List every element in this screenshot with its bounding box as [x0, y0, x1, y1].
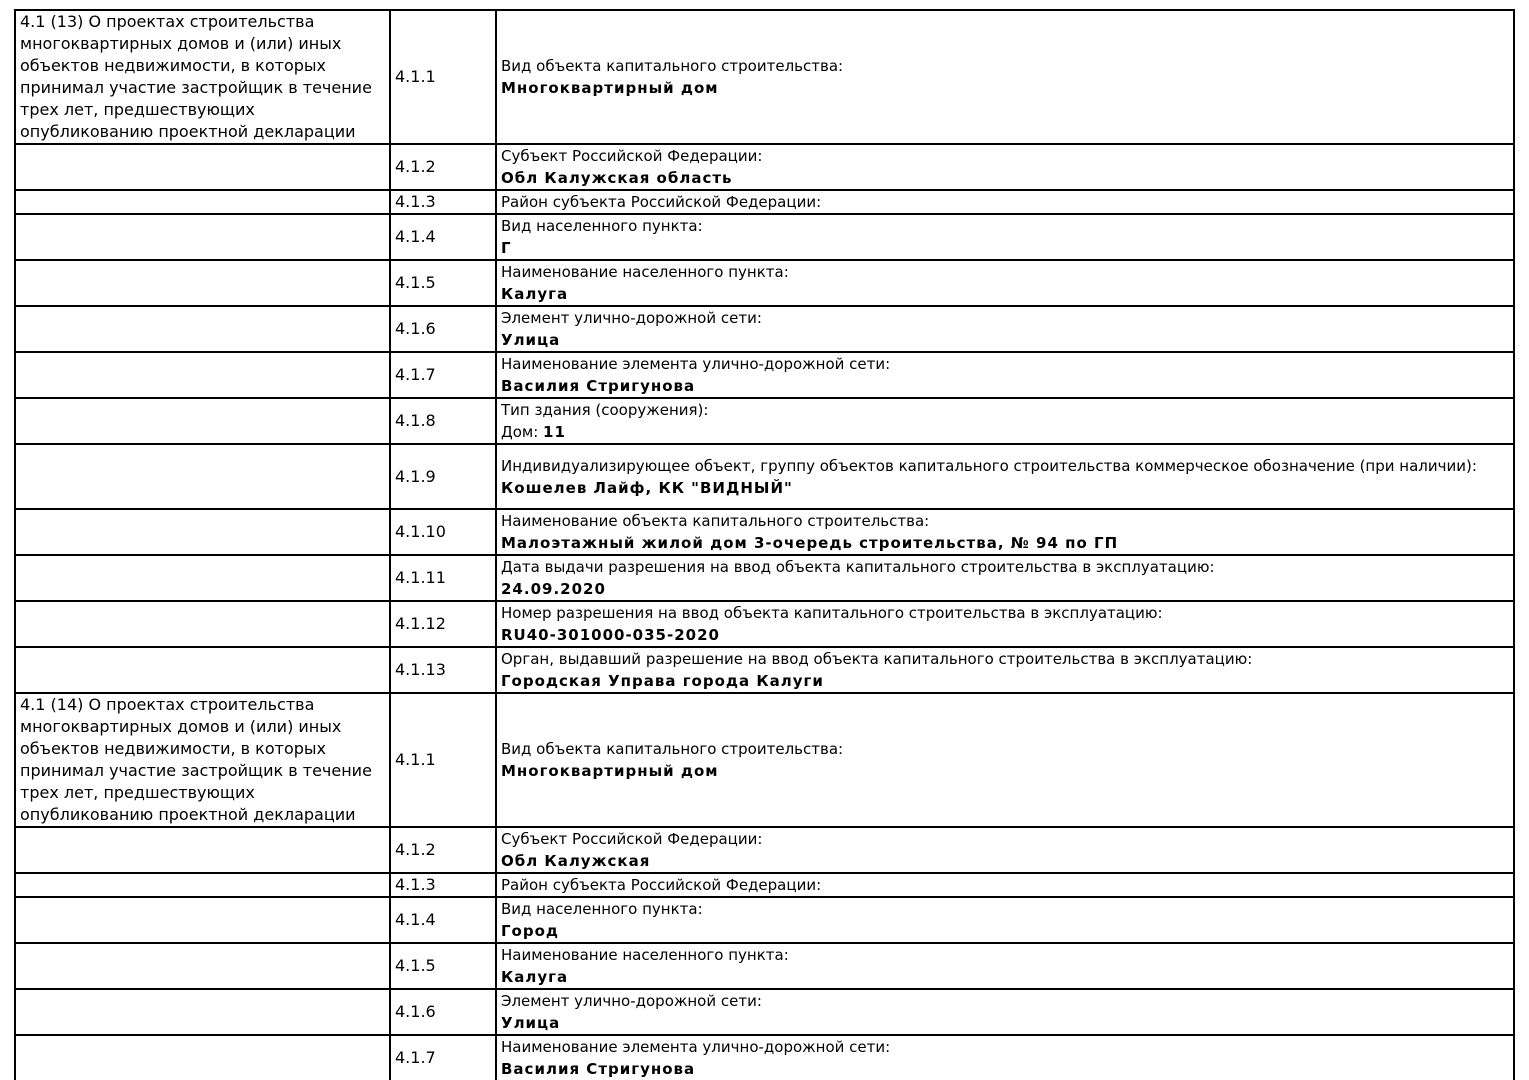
field-cell: [496, 943, 1514, 989]
field-label: Наименование элемента улично-дорожной сети:: [501, 355, 891, 373]
row-number: 4.1.11: [395, 568, 446, 587]
field-cell: [496, 601, 1514, 647]
section-desc-cell: [15, 555, 390, 601]
field-cell: [496, 444, 1514, 509]
field-value: Город: [501, 922, 560, 940]
table-row: [15, 214, 1514, 260]
field-cell: [496, 989, 1514, 1035]
row-number: 4.1.7: [395, 1048, 436, 1067]
row-number-cell: [390, 509, 496, 555]
field-cell: [496, 190, 1514, 214]
table-row: [15, 873, 1514, 897]
table-row: [15, 398, 1514, 444]
row-number: 4.1.4: [395, 910, 436, 929]
row-number-cell: [390, 873, 496, 897]
row-number: 4.1.3: [395, 875, 436, 894]
section-title: 4.1 (13) О проектах строительства многоквартирных домов и (или) иных объектов недвижимости, в которых принимал участие застройщик в течение трех лет, предшествующих опубликованию проектной декларации: [20, 12, 372, 141]
field-label: Наименование населенного пункта:: [501, 946, 789, 964]
field-cell: [496, 352, 1514, 398]
row-number-cell: [390, 398, 496, 444]
row-number-cell: [390, 827, 496, 873]
row-number-cell: [390, 943, 496, 989]
row-number-cell: [390, 555, 496, 601]
table-row: [15, 943, 1514, 989]
row-number: 4.1.2: [395, 157, 436, 176]
field-value: Калуга: [501, 285, 569, 303]
field-value: Василия Стригунова: [501, 377, 696, 395]
section-desc-cell: [15, 306, 390, 352]
field-label: Субъект Российской Федерации:: [501, 830, 763, 848]
section-desc-cell: [15, 190, 390, 214]
row-number: 4.1.6: [395, 319, 436, 338]
field-value: 24.09.2020: [501, 580, 606, 598]
table-row: [15, 897, 1514, 943]
row-number-cell: [390, 190, 496, 214]
row-number-cell: [390, 1035, 496, 1080]
row-number: 4.1.6: [395, 1002, 436, 1021]
field-label: Элемент улично-дорожной сети:: [501, 309, 762, 327]
field-cell: [496, 1035, 1514, 1080]
field-label: Вид населенного пункта:: [501, 217, 703, 235]
row-number-cell: [390, 306, 496, 352]
field-label: Дата выдачи разрешения на ввод объекта капитального строительства в эксплуатацию:: [501, 558, 1215, 576]
section-desc-cell: [15, 260, 390, 306]
section-desc-cell: [15, 509, 390, 555]
section-desc-cell: [15, 352, 390, 398]
row-number-cell: [390, 144, 496, 190]
section-desc-cell: [15, 444, 390, 509]
field-cell: [496, 144, 1514, 190]
field-cell: [496, 306, 1514, 352]
field-value: Малоэтажный жилой дом 3-очередь строительства, № 94 по ГП: [501, 534, 1119, 552]
table-row: [15, 601, 1514, 647]
section-desc-cell: [15, 827, 390, 873]
table-row: [15, 827, 1514, 873]
section-desc-cell: [15, 873, 390, 897]
row-number: 4.1.9: [395, 466, 436, 486]
field-value: Многоквартирный дом: [501, 79, 719, 97]
table-row: [15, 509, 1514, 555]
table-row: [15, 352, 1514, 398]
table-row: [15, 144, 1514, 190]
table-row: [15, 444, 1514, 509]
section-desc-cell: [15, 144, 390, 190]
table-row: [15, 260, 1514, 306]
row-number-cell: [390, 260, 496, 306]
field-cell: [496, 555, 1514, 601]
section-desc-cell: [15, 1035, 390, 1080]
field-value: Г: [501, 239, 512, 257]
row-number: 4.1.4: [395, 227, 436, 246]
field-label: Район субъекта Российской Федерации:: [501, 876, 822, 894]
table-row: [15, 555, 1514, 601]
row-number: 4.1.7: [395, 365, 436, 384]
project-declaration-table: [14, 9, 1515, 1080]
row-number: 4.1.12: [395, 614, 446, 633]
row-number-cell: [390, 352, 496, 398]
row-number: 4.1.3: [395, 192, 436, 211]
row-number-cell: [390, 10, 496, 144]
field-cell: [496, 260, 1514, 306]
field-value: Городская Управа города Калуги: [501, 672, 824, 690]
table-row: [15, 989, 1514, 1035]
field-value-prefix: Дом:: [501, 423, 544, 441]
row-number: 4.1.2: [395, 840, 436, 859]
row-number-cell: [390, 214, 496, 260]
table-row: [15, 1035, 1514, 1080]
row-number-cell: [390, 601, 496, 647]
table-row: [15, 693, 1514, 827]
section-desc-cell: [15, 398, 390, 444]
field-label: Вид объекта капитального строительства:: [501, 57, 844, 75]
row-number: 4.1.8: [395, 411, 436, 430]
field-value: Многоквартирный дом: [501, 762, 719, 780]
field-label: Орган, выдавший разрешение на ввод объекта капитального строительства в эксплуатацию:: [501, 650, 1253, 668]
row-number: 4.1.10: [395, 522, 446, 541]
field-cell: [496, 897, 1514, 943]
row-number-cell: [390, 444, 496, 509]
field-label: Субъект Российской Федерации:: [501, 147, 763, 165]
field-cell: [496, 873, 1514, 897]
field-value: Калуга: [501, 968, 569, 986]
field-cell: [496, 647, 1514, 693]
field-value: Василия Стригунова: [501, 1060, 696, 1078]
table-row: [15, 306, 1514, 352]
field-label: Элемент улично-дорожной сети:: [501, 992, 762, 1010]
field-label: Вид населенного пункта:: [501, 900, 703, 918]
field-cell: [496, 827, 1514, 873]
table-row: [15, 10, 1514, 144]
section-desc-cell: [15, 943, 390, 989]
row-number: 4.1.1: [395, 67, 436, 86]
field-value: Обл Калужская: [501, 852, 651, 870]
row-number-cell: [390, 647, 496, 693]
row-number-cell: [390, 897, 496, 943]
table-row: [15, 647, 1514, 693]
section-desc-cell: [15, 214, 390, 260]
section-desc-cell: [15, 693, 390, 827]
field-label: Вид объекта капитального строительства:: [501, 740, 844, 758]
field-cell: [496, 10, 1514, 144]
field-value: 11: [543, 423, 566, 441]
field-label: Индивидуализирующее объект, группу объектов капитального строительства коммерческое обозначение (при наличии):: [501, 456, 1477, 475]
section-title: 4.1 (14) О проектах строительства многоквартирных домов и (или) иных объектов недвижимости, в которых принимал участие застройщик в течение трех лет, предшествующих опубликованию проектной декларации: [20, 695, 372, 824]
field-cell: [496, 398, 1514, 444]
field-value: Улица: [501, 1014, 561, 1032]
row-number: 4.1.5: [395, 273, 436, 292]
field-label: Район субъекта Российской Федерации:: [501, 193, 822, 211]
section-desc-cell: [15, 601, 390, 647]
field-label: Наименование объекта капитального строительства:: [501, 512, 930, 530]
field-cell: [496, 509, 1514, 555]
field-value: RU40-301000-035-2020: [501, 626, 720, 644]
section-desc-cell: [15, 10, 390, 144]
field-label: Номер разрешения на ввод объекта капитального строительства в эксплуатацию:: [501, 604, 1163, 622]
field-cell: [496, 693, 1514, 827]
row-number-cell: [390, 693, 496, 827]
section-desc-cell: [15, 647, 390, 693]
row-number: 4.1.1: [395, 750, 436, 769]
row-number: 4.1.5: [395, 956, 436, 975]
row-number-cell: [390, 989, 496, 1035]
field-label: Наименование элемента улично-дорожной сети:: [501, 1038, 891, 1056]
field-cell: [496, 214, 1514, 260]
field-label: Наименование населенного пункта:: [501, 263, 789, 281]
field-value: Улица: [501, 331, 561, 349]
field-label: Тип здания (сооружения):: [501, 401, 709, 419]
field-value: Кошелев Лайф, КК "ВИДНЫЙ": [501, 478, 793, 497]
section-desc-cell: [15, 897, 390, 943]
row-number: 4.1.13: [395, 660, 446, 679]
field-value: Обл Калужская область: [501, 169, 733, 187]
section-desc-cell: [15, 989, 390, 1035]
table-row: [15, 190, 1514, 214]
